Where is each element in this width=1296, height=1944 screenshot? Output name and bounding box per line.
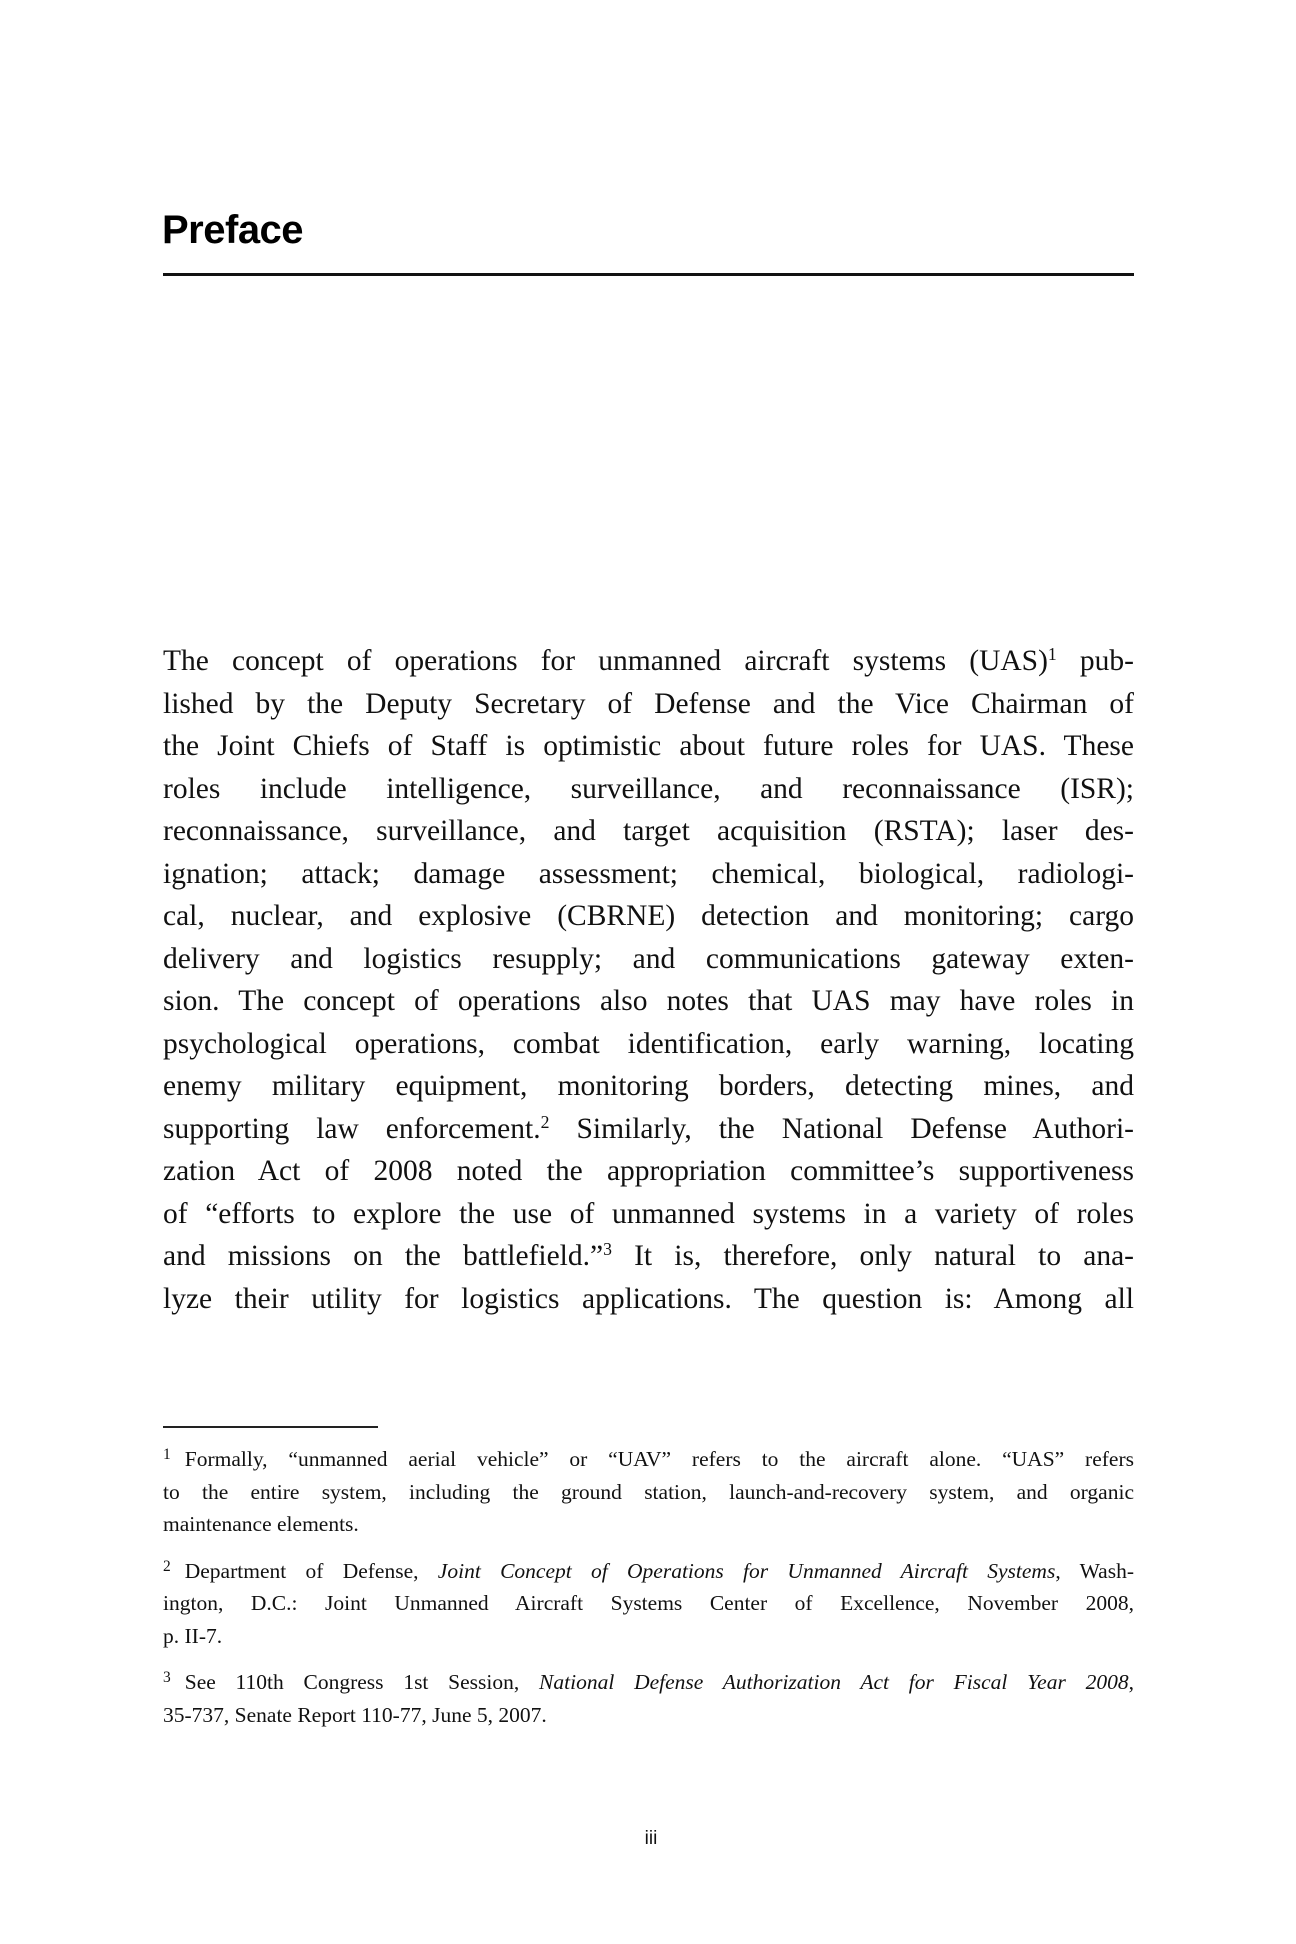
body-line bbox=[163, 1193, 1134, 1236]
body-text-run: delivery and logistics resupply; and communications gateway exten- bbox=[163, 942, 1134, 975]
footnote-text: p. II-7. bbox=[163, 1623, 223, 1648]
footnote-text: Department of Defense, bbox=[184, 1558, 438, 1583]
footnote-text: 35-737, Senate Report 110-77, June 5, 2007. bbox=[163, 1702, 547, 1727]
body-text-run: of “efforts to explore the use of unmanned systems in a variety of roles bbox=[163, 1197, 1134, 1230]
footnote-text: , bbox=[1128, 1670, 1134, 1694]
body-text-run: enemy military equipment, monitoring borders, detecting mines, and bbox=[163, 1070, 1134, 1102]
body-line bbox=[163, 725, 1134, 768]
body-line bbox=[163, 768, 1134, 811]
body-text-run: psychological operations, combat identification, early warning, locating bbox=[163, 1027, 1134, 1060]
body-line bbox=[163, 938, 1134, 981]
body-text-run: The concept of operations for unmanned aircraft systems (UAS) bbox=[163, 645, 1048, 677]
body-line bbox=[163, 1278, 1134, 1321]
footnote-reference[interactable]: 3 bbox=[603, 1239, 612, 1260]
footnote-line bbox=[163, 1476, 1134, 1509]
footnote-line bbox=[163, 1666, 1134, 1699]
footnote-1 bbox=[163, 1443, 1134, 1541]
body-line bbox=[163, 1150, 1134, 1193]
body-line bbox=[163, 853, 1134, 896]
citation-title: Joint Concept of Operations for Unmanned Aircraft Systems bbox=[437, 1558, 1056, 1583]
footnote-line bbox=[163, 1699, 1134, 1732]
page-number: iii bbox=[644, 1828, 658, 1849]
body-line bbox=[163, 1108, 1134, 1151]
footnote-text: to the entire system, including the ground station, launch-and-recovery system, and organic bbox=[163, 1479, 1134, 1504]
footnotes bbox=[163, 1443, 1134, 1745]
footnote-text: ington, D.C.: Joint Unmanned Aircraft Systems Center of Excellence, November 2008, bbox=[163, 1591, 1134, 1615]
body-text-run: the Joint Chiefs of Staff is optimistic about future roles for UAS. These bbox=[163, 730, 1134, 762]
body-text-run: It is, therefore, only natural to ana- bbox=[611, 1240, 1135, 1272]
footnote-text: Formally, “unmanned aerial vehicle” or “UAV” refers to the aircraft alone. “UAS” refers bbox=[184, 1447, 1134, 1471]
body-paragraph bbox=[163, 640, 1134, 1320]
footnote-text: , Wash- bbox=[1055, 1558, 1134, 1583]
footnote-separator bbox=[163, 1426, 378, 1428]
body-text-run: roles include intelligence, surveillance, and reconnaissance (ISR); bbox=[163, 772, 1134, 805]
page-heading: Preface bbox=[162, 208, 304, 252]
body-line bbox=[163, 1023, 1134, 1066]
body-text-run: lished by the Deputy Secretary of Defense and the Vice Chairman of bbox=[163, 687, 1134, 720]
heading-rule bbox=[163, 273, 1134, 276]
footnote-number: 1 bbox=[163, 1446, 171, 1464]
footnote-3 bbox=[163, 1666, 1134, 1731]
body-line bbox=[163, 810, 1134, 853]
footnote-line bbox=[163, 1443, 1134, 1476]
body-text-run: supporting law enforcement. bbox=[163, 1112, 541, 1145]
footnote-line bbox=[163, 1555, 1134, 1588]
footnote-number: 3 bbox=[163, 1669, 171, 1687]
body-line bbox=[163, 980, 1134, 1023]
body-text-run: and missions on the battlefield.” bbox=[163, 1240, 604, 1272]
footnote-line bbox=[163, 1620, 1134, 1653]
body-text-run: sion. The concept of operations also notes that UAS may have roles in bbox=[163, 985, 1134, 1017]
footnote-text: See 110th Congress 1st Session, bbox=[184, 1670, 540, 1694]
body-text-run: ignation; attack; damage assessment; chemical, biological, radiologi- bbox=[163, 857, 1134, 890]
citation-title: National Defense Authorization Act for Fiscal Year 2008 bbox=[539, 1670, 1129, 1694]
footnote-text: maintenance elements. bbox=[163, 1512, 359, 1536]
footnote-reference[interactable]: 2 bbox=[540, 1111, 550, 1132]
footnote-line bbox=[163, 1508, 1134, 1541]
body-text-run: reconnaissance, surveillance, and target acquisition (RSTA); laser des- bbox=[163, 815, 1134, 847]
footnote-reference[interactable]: 1 bbox=[1047, 644, 1057, 665]
body-text-run: zation Act of 2008 noted the appropriation committee’s supportiveness bbox=[163, 1155, 1134, 1187]
footnote-number: 2 bbox=[163, 1557, 171, 1575]
body-line bbox=[163, 1065, 1134, 1108]
body-line bbox=[163, 895, 1134, 938]
body-line bbox=[163, 1235, 1134, 1278]
body-line bbox=[163, 640, 1134, 683]
body-line bbox=[163, 683, 1134, 726]
body-text-run: cal, nuclear, and explosive (CBRNE) detection and monitoring; cargo bbox=[163, 900, 1134, 932]
body-text-run: lyze their utility for logistics applications. The question is: Among all bbox=[163, 1282, 1134, 1315]
footnote-2 bbox=[163, 1555, 1134, 1653]
footnote-line bbox=[163, 1587, 1134, 1620]
body-text-run: pub- bbox=[1056, 645, 1134, 677]
body-text-run: Similarly, the National Defense Authori- bbox=[549, 1112, 1134, 1145]
